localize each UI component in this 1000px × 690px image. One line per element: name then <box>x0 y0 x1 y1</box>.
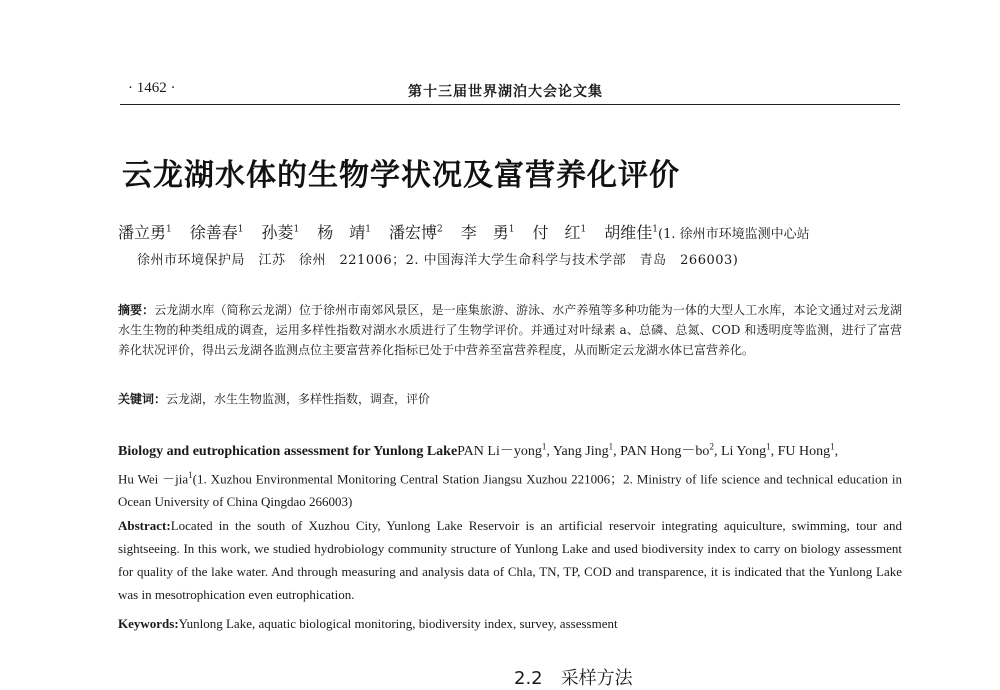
english-title: Biology and eutrophication assessment for Yunlong Lake <box>118 444 458 459</box>
keywords-en <box>118 612 902 635</box>
abstract-cn-text: 云龙湖水库（简称云龙湖）位于徐州市南郊风景区，是一座集旅游、游泳、水产养殖等多种功能为一体的大型人工水库，本论文通过对云龙湖水生生物的种类组成的调查，运用多样性指数对湖水水质进行了生物学评价。并通过对叶绿素 a、总磷、总氮、COD 和透明度等监测，进行了富营养化状况评价，得出云龙湖各监测点位主要富营养化指标已处于中营养至富营养程度，从而断定云龙湖水体已富营养化。 <box>118 303 902 357</box>
english-affiliation: Hu Wei －jia$^1$(1. Xuzhou Environmental Monitoring Central Station Jiangsu Xuzhou 221006；2. Ministry of life science and technical education in Ocean University of China Qingdao 266003) <box>118 470 902 510</box>
english-title-line: Biology and eutrophication assessment for Yunlong LakePAN Li－yong$^1$, Yang Jing$^1$, PAN $Hong-bo^2$, Li Yong$^1$, FU Hong$^1$, <box>118 441 839 459</box>
keywords-cn-label: 关键词： <box>118 392 167 406</box>
abstract-en-label: Abstract: <box>118 518 171 533</box>
keywords-cn <box>118 390 430 407</box>
abstract-cn <box>118 300 902 360</box>
keywords-en-text: Yunlong Lake, aquatic biological monitoring, biodiversity index, survey, assessment <box>178 616 618 631</box>
author: 潘立勇$^1$ <box>118 223 172 242</box>
abstract-en <box>118 514 902 606</box>
abstract-cn-label: 摘要： <box>118 303 155 317</box>
keywords-en-label: Keywords: <box>118 616 179 631</box>
abstract-en-text: Located in the south of Xuzhou City, Yunlong Lake Reservoir is an artificial reservoir integrating aquiculture, swimming, tour and sightseeing. In this work, we studied hydrobiology community structure of Yunlong Lake and used biodiversity index to carry on biology assessment for quality of the lake water. And through measuring and analysis data of Chla, TN, TP, COD and transparence, it is indicated that the Yunlong Lake was in mesotrophication even eutrophication. <box>118 518 902 602</box>
paper-title: 云龙湖水体的生物学状况及富营养化评价 <box>122 158 680 193</box>
author: 付 红$^1$ <box>532 223 587 242</box>
keywords-cn-text: 云龙湖，水生生物监测，多样性指数，调查，评价 <box>166 392 431 406</box>
header-rule <box>120 104 900 105</box>
section-heading: 2.2 采样方法 <box>514 668 633 689</box>
author: 孙菱$^1$ <box>261 223 300 242</box>
author: 胡维佳$^1$(1. 徐州市环境监测中心站 <box>604 223 810 242</box>
affiliation-cn-part1: (1. 徐州市环境监测中心站 <box>658 227 810 242</box>
author: 徐善春$^1$ <box>189 223 244 242</box>
author: 李 勇$^1$ <box>460 223 515 242</box>
affiliation-cn-part2: 徐州市环境保护局 江苏 徐州 221006；2. 中国海洋大学生命科学与技术学部 青岛 266003) <box>137 253 739 268</box>
page-number: · 1462 · <box>128 80 176 96</box>
author: 杨 靖$^1$ <box>317 223 371 242</box>
author: 潘宏博$^2$ <box>389 223 443 242</box>
running-head: 第十三届世界湖泊大会论文集 <box>408 84 603 100</box>
author-list <box>118 220 810 243</box>
